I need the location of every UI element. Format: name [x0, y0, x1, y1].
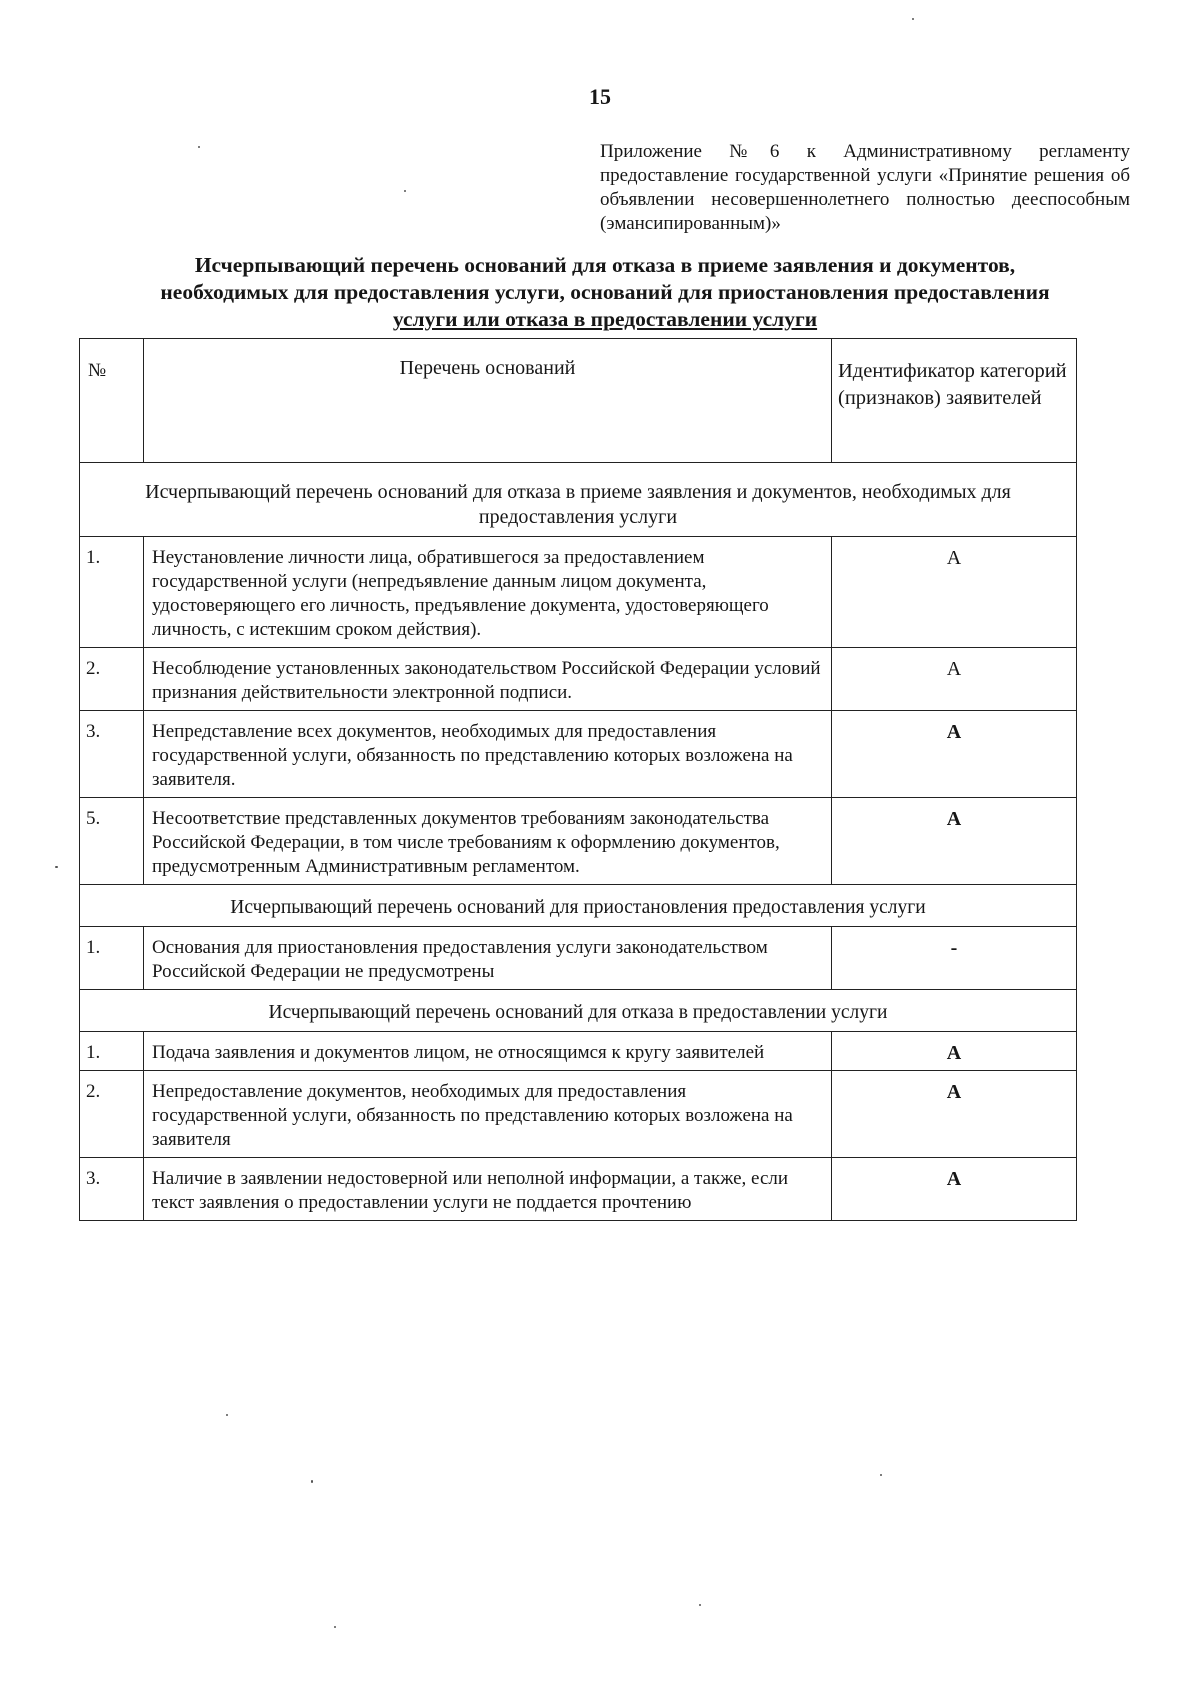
appendix-note: Приложение №6 к Административному регламенту предоставление государственной услуги «Принятие решения об объявлении несовершеннолетнего полностью дееспособным (эмансипированным)» — [600, 141, 1130, 234]
row-ground-text: Непредоставление документов, необходимых для предоставления государственной услуги, обязанность по представлению которых возложена на заявителя — [144, 1071, 832, 1158]
row-identifier: А — [832, 798, 1077, 885]
row-number: 3. — [80, 1158, 144, 1221]
table-row — [80, 798, 1077, 885]
header-identifier: Идентификатор категорий (признаков) заявителей — [832, 339, 1077, 463]
table-row — [80, 1158, 1077, 1221]
row-identifier: А — [832, 1071, 1077, 1158]
row-ground-text: Непредставление всех документов, необходимых для предоставления государственной услуги, обязанность по представлению которых возложена на заявителя. — [144, 711, 832, 798]
scan-speck — [912, 18, 914, 20]
document-title-line-1: Исчерпывающий перечень оснований для отказа в приеме заявления и документов, — [194, 253, 1016, 277]
row-identifier: А — [832, 1032, 1077, 1071]
section-title-suspension: Исчерпывающий перечень оснований для приостановления предоставления услуги — [80, 885, 1077, 927]
section-header-row — [80, 990, 1077, 1032]
section-title-refusal-to-accept: Исчерпывающий перечень оснований для отказа в приеме заявления и документов, необходимых для предоставления услуги — [80, 463, 1077, 537]
row-number: 1. — [80, 927, 144, 990]
row-number: 5. — [80, 798, 144, 885]
grounds-table — [79, 338, 1077, 1221]
scan-speck — [226, 1414, 228, 1416]
table-row — [80, 927, 1077, 990]
section-title-refusal-of-service: Исчерпывающий перечень оснований для отказа в предоставлении услуги — [80, 990, 1077, 1032]
header-row — [80, 339, 1077, 463]
scan-speck — [404, 190, 406, 192]
scan-speck — [311, 1480, 313, 1483]
row-identifier: А — [832, 648, 1077, 711]
row-identifier: - — [832, 927, 1077, 990]
header-number: № — [80, 339, 144, 463]
row-number: 1. — [80, 1032, 144, 1071]
row-ground-text: Наличие в заявлении недостоверной или неполной информации, а также, если текст заявления о предоставлении услуги не поддается прочтению — [144, 1158, 832, 1221]
row-identifier: А — [832, 1158, 1077, 1221]
table-row — [80, 1071, 1077, 1158]
row-number: 3. — [80, 711, 144, 798]
table-row — [80, 711, 1077, 798]
page-number: 15 — [589, 84, 611, 109]
document-title — [90, 252, 1120, 333]
section-header-row — [80, 463, 1077, 537]
scan-speck — [699, 1604, 701, 1606]
scan-speck — [198, 146, 200, 148]
row-identifier: А — [832, 711, 1077, 798]
table-row — [80, 1032, 1077, 1071]
table-row — [80, 537, 1077, 648]
row-ground-text: Основания для приостановления предоставления услуги законодательством Российской Федерации не предусмотрены — [144, 927, 832, 990]
row-ground-text: Неустановление личности лица, обратившегося за предоставлением государственной услуги (непредъявление данным лицом документа, удостоверяющего его личность, предъявление документа, удостоверяющего личность, с истекшим сроком действия). — [144, 537, 832, 648]
document-title-line-2: необходимых для предоставления услуги, оснований для приостановления предоставления — [160, 280, 1050, 304]
row-number: 1. — [80, 537, 144, 648]
section-header-row — [80, 885, 1077, 927]
table-row — [80, 648, 1077, 711]
row-ground-text: Несоответствие представленных документов требованиям законодательства Российской Федерации, в том числе требованиям к оформлению документов, предусмотренным Административным регламентом. — [144, 798, 832, 885]
scan-speck — [55, 866, 58, 868]
row-ground-text: Несоблюдение установленных законодательством Российской Федерации условий признания действительности электронной подписи. — [144, 648, 832, 711]
scan-speck — [334, 1626, 336, 1628]
row-identifier: А — [832, 537, 1077, 648]
document-title-line-3: услуги или отказа в предоставлении услуги — [392, 307, 818, 331]
row-number: 2. — [80, 648, 144, 711]
scan-speck — [880, 1474, 882, 1476]
header-grounds: Перечень оснований — [144, 339, 832, 463]
row-number: 2. — [80, 1071, 144, 1158]
row-ground-text: Подача заявления и документов лицом, не относящимся к кругу заявителей — [144, 1032, 832, 1071]
